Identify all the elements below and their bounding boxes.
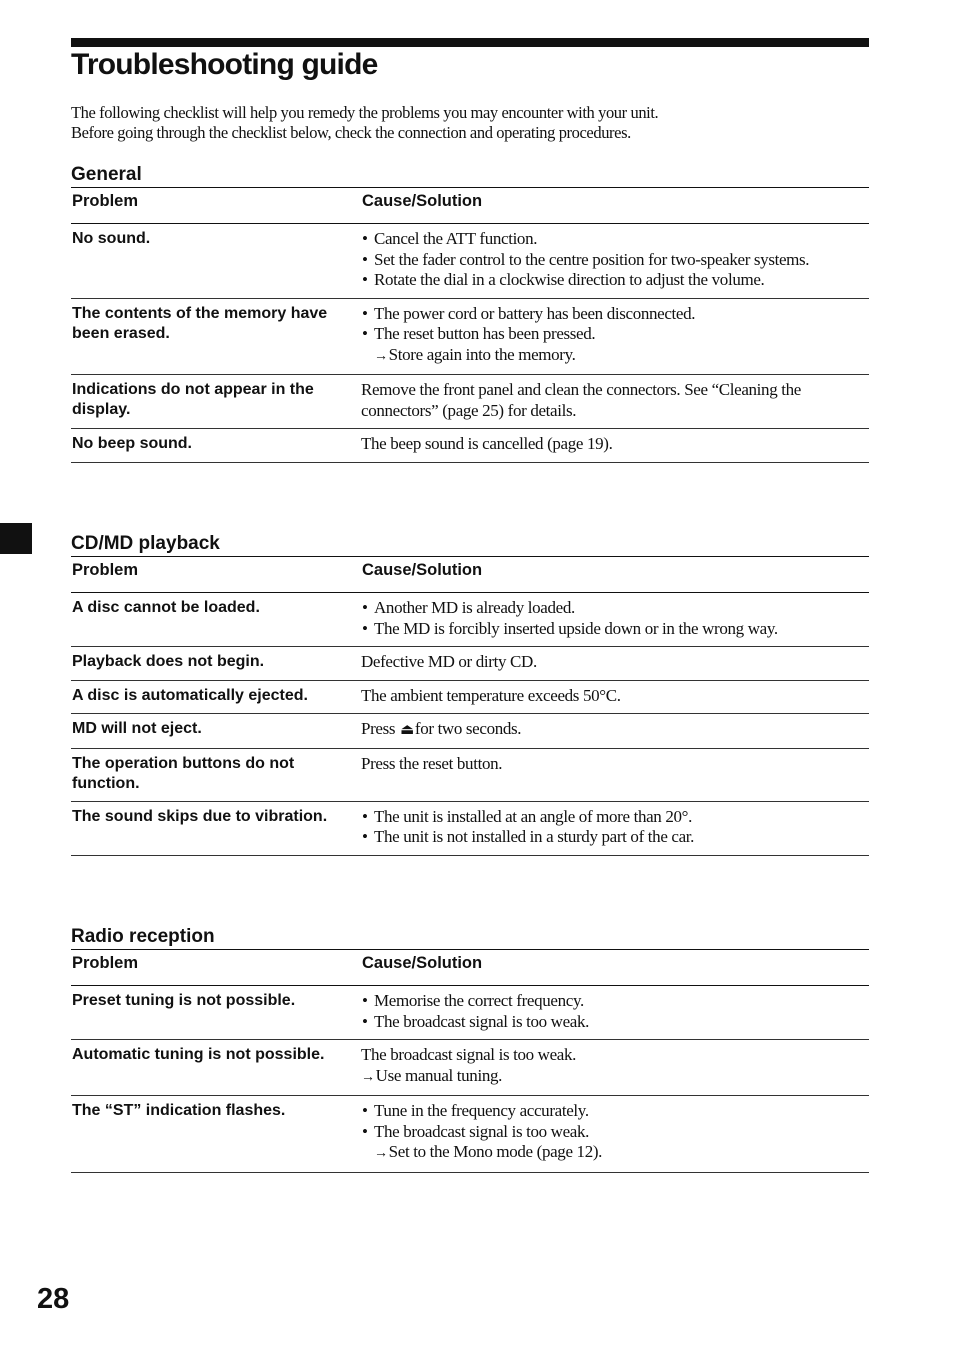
intro-line-2: Before going through the checklist below, check the connection and operating procedures. [71, 123, 631, 142]
section-cd-md-playback [71, 532, 869, 856]
problem-cell: The “ST” indication flashes. [71, 1096, 361, 1173]
problem-column-header: Problem [71, 950, 361, 986]
bullet-item: • Cancel the ATT function. [361, 229, 869, 250]
cause-solution-cell [361, 986, 869, 1040]
page-number: 28 [37, 1283, 70, 1315]
cause-column-header: Cause/Solution [361, 950, 869, 986]
section-general [71, 163, 869, 463]
bullet-item: • Tune in the frequency accurately. [361, 1101, 869, 1122]
table-row [71, 714, 869, 749]
table-body [71, 986, 869, 1173]
troubleshooting-table [71, 950, 869, 1173]
intro-text [71, 103, 871, 143]
solution-text: The broadcast signal is too weak. [361, 1045, 577, 1064]
section-tab-marker [0, 523, 32, 554]
bullet-item: • The reset button has been pressed. [361, 324, 869, 345]
problem-cell: The sound skips due to vibration. [71, 801, 361, 855]
table-body [71, 593, 869, 856]
bullet-item: • The broadcast signal is too weak. [361, 1122, 869, 1143]
table-row [71, 1096, 869, 1173]
problem-cell: No sound. [71, 224, 361, 299]
title-rule [71, 38, 869, 47]
problem-cell: The contents of the memory have been erased. [71, 298, 361, 375]
cause-solution-cell [361, 298, 869, 375]
solution-step-text: Set to the Mono mode (page 12). [388, 1142, 603, 1161]
solution-step [361, 1066, 869, 1089]
cause-solution-cell [361, 748, 869, 801]
cause-solution-cell [361, 647, 869, 681]
section-radio-reception [71, 925, 869, 1173]
cause-solution-cell [361, 375, 869, 429]
bullet-item: • The MD is forcibly inserted upside down or in the wrong way. [361, 619, 869, 640]
instruction-text: for two seconds. [414, 719, 522, 738]
section-title: General [71, 163, 869, 188]
table-row [71, 429, 869, 463]
troubleshooting-table [71, 557, 869, 856]
bullet-item: • Set the fader control to the centre position for two-speaker systems. [361, 250, 869, 271]
eject-icon: ⏏ [400, 722, 414, 738]
section-title: CD/MD playback [71, 532, 869, 557]
solution-step-text: Store again into the memory. [388, 344, 576, 364]
solution-step [361, 345, 869, 368]
bullet-item: • Rotate the dial in a clockwise direction to adjust the volume. [361, 270, 869, 291]
page-title: Troubleshooting guide [71, 48, 378, 81]
table-row [71, 593, 869, 647]
bullet-item: • The unit is installed at an angle of more than 20°. [361, 807, 869, 828]
solution-text: The ambient temperature exceeds 50°C. [361, 685, 621, 705]
cause-solution-cell [361, 224, 869, 299]
table-row [71, 986, 869, 1040]
table-row [71, 680, 869, 714]
cause-column-header: Cause/Solution [361, 557, 869, 593]
solution-step-text: Use manual tuning. [375, 1065, 503, 1085]
problem-cell: Indications do not appear in the display. [71, 375, 361, 429]
table-row [71, 298, 869, 375]
bullet-item: • The broadcast signal is too weak. [361, 1012, 869, 1033]
cause-solution-cell [361, 593, 869, 647]
problem-cell: The operation buttons do not function. [71, 748, 361, 801]
instruction-text: Press [361, 719, 396, 738]
cause-column-header: Cause/Solution [361, 188, 869, 224]
problem-cell: A disc is automatically ejected. [71, 680, 361, 714]
table-row [71, 748, 869, 801]
solution-step [361, 1142, 869, 1165]
arrow-right-icon: → [374, 1146, 388, 1161]
problem-column-header: Problem [71, 188, 361, 224]
solution-text: The beep sound is cancelled (page 19). [361, 434, 613, 453]
problem-cell: MD will not eject. [71, 714, 361, 749]
cause-solution-cell [361, 680, 869, 714]
cause-solution-cell [361, 801, 869, 855]
problem-cell: Playback does not begin. [71, 647, 361, 681]
table-row [71, 375, 869, 429]
table-row [71, 1040, 869, 1096]
problem-cell: Preset tuning is not possible. [71, 986, 361, 1040]
solution-text: Press the reset button. [361, 753, 503, 773]
solution-text: Remove the front panel and clean the connectors. See “Cleaning the connectors” (page 25) for details. [361, 380, 801, 420]
table-header-row [71, 950, 869, 986]
troubleshooting-table [71, 188, 869, 463]
table-body [71, 224, 869, 463]
table-header-row [71, 188, 869, 224]
problem-cell: A disc cannot be loaded. [71, 593, 361, 647]
table-row [71, 224, 869, 299]
cause-solution-cell [361, 1096, 869, 1173]
arrow-right-icon: → [361, 1069, 375, 1085]
bullet-item: • The unit is not installed in a sturdy part of the car. [361, 827, 869, 848]
table-row [71, 647, 869, 681]
arrow-right-icon: → [374, 348, 388, 364]
table-row [71, 801, 869, 855]
cause-solution-cell [361, 429, 869, 463]
problem-cell: No beep sound. [71, 429, 361, 463]
intro-line-1: The following checklist will help you remedy the problems you may encounter with your unit. [71, 103, 659, 122]
bullet-item: • The power cord or battery has been disconnected. [361, 304, 869, 325]
bullet-item: • Another MD is already loaded. [361, 598, 869, 619]
cause-solution-cell [361, 714, 869, 749]
cause-solution-cell [361, 1040, 869, 1096]
solution-text: Defective MD or dirty CD. [361, 652, 537, 671]
section-title: Radio reception [71, 925, 869, 950]
bullet-item: • Memorise the correct frequency. [361, 991, 869, 1012]
problem-cell: Automatic tuning is not possible. [71, 1040, 361, 1096]
problem-column-header: Problem [71, 557, 361, 593]
table-header-row [71, 557, 869, 593]
eject-instruction [361, 719, 869, 741]
